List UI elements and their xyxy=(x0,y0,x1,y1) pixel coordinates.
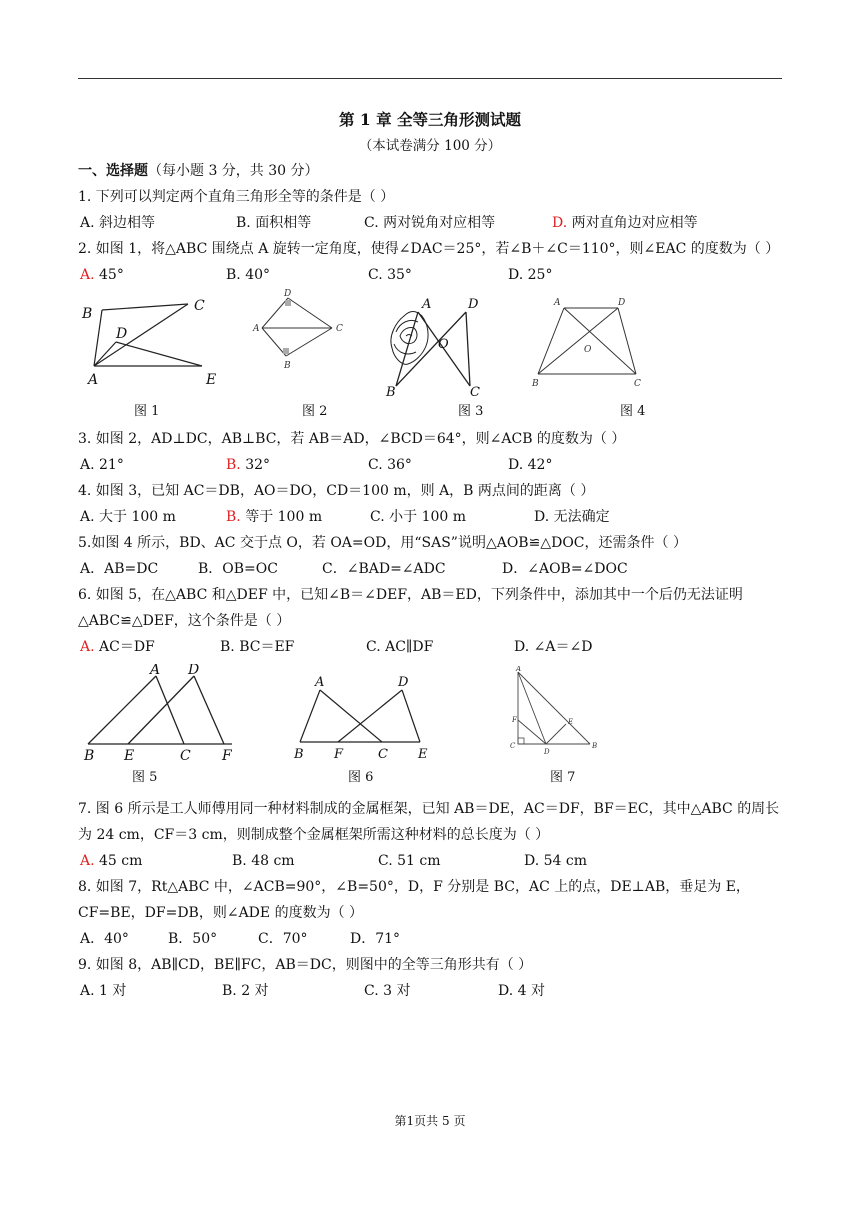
fig5-label-a: A xyxy=(150,664,161,678)
caption-fig4: 图 4 xyxy=(620,404,646,419)
section-note: （每小题 3 分，共 30 分） xyxy=(148,163,319,179)
fig2-label-b: B xyxy=(284,361,291,371)
fig7-label-e: E xyxy=(568,718,574,726)
option-a xyxy=(80,262,124,288)
figure-1 xyxy=(80,298,230,398)
answer-marker: B. xyxy=(226,509,241,525)
option-a: A. 21° xyxy=(80,457,124,473)
question-4: 4. 如图 3，已知 AC＝DB，AO＝DO，CD＝100 m，则 A，B 两点间的距离（ ） xyxy=(78,483,595,499)
option-b xyxy=(226,504,322,530)
option-c: C. 51 cm xyxy=(378,853,441,869)
option-c: C．70° xyxy=(258,931,308,947)
option-c: C. 35° xyxy=(368,267,412,283)
figure-7 xyxy=(506,666,606,762)
exam-content xyxy=(78,158,784,1004)
option-d-text: 两对直角边对应相等 xyxy=(567,215,698,231)
option-a-text: 45° xyxy=(94,267,124,283)
page-subtitle: （本试卷满分 100 分） xyxy=(358,138,502,154)
option-a: A. 大于 100 m xyxy=(80,509,176,525)
fig1-label-b: B xyxy=(82,306,93,322)
option-c: C. AC∥DF xyxy=(366,639,434,655)
fig7-label-c: C xyxy=(510,742,516,750)
fig2-right-angle-b xyxy=(283,348,289,354)
fig5-label-e: E xyxy=(124,748,135,764)
page-title: 第 1 章 全等三角形测试题 xyxy=(339,110,521,129)
option-b-text: 32° xyxy=(240,457,271,473)
fig1-label-a: A xyxy=(88,372,99,388)
fig7-label-f: F xyxy=(512,716,517,724)
figure-3 xyxy=(378,292,508,396)
caption-fig2: 图 2 xyxy=(302,404,328,419)
option-b: B. 40° xyxy=(226,267,271,283)
option-d: D. ∠A＝∠D xyxy=(514,639,593,655)
question-7-options xyxy=(78,848,784,874)
fig6-label-b: B xyxy=(294,747,304,762)
answer-marker: B. xyxy=(226,457,241,473)
question-6-options xyxy=(78,634,784,660)
fig1-label-e: E xyxy=(206,372,217,388)
option-c: C. 两对锐角对应相等 xyxy=(364,215,496,231)
option-a-text: AC＝DF xyxy=(94,639,155,655)
option-a: A. 斜边相等 xyxy=(80,215,156,231)
option-b-text: 等于 100 m xyxy=(240,509,323,525)
fig6-label-f: F xyxy=(334,747,344,762)
question-3: 3. 如图 2，AD⊥DC，AB⊥BC，若 AB＝AD，∠BCD＝64°，则∠ACB 的度数为（ ） xyxy=(78,431,626,447)
caption-fig1: 图 1 xyxy=(134,404,160,419)
answer-marker: D. xyxy=(552,215,568,231)
fig2-label-a: A xyxy=(253,324,260,334)
header-rule xyxy=(78,78,782,79)
fig5-label-f: F xyxy=(222,748,232,764)
question-2: 2. 如图 1，将△ABC 围绕点 A 旋转一定角度，使得∠DAC＝25°，若∠B＋∠C＝110°，则∠EAC 的度数为（ ） xyxy=(78,241,780,257)
caption-fig6: 图 6 xyxy=(348,770,374,785)
question-2-options xyxy=(78,262,784,288)
fig3-label-o: O xyxy=(438,337,449,352)
option-d: D. 无法确定 xyxy=(534,509,610,525)
fig3-label-d: D xyxy=(468,297,479,312)
option-a: A．AB=DC xyxy=(80,561,159,577)
fig4-label-d: D xyxy=(618,298,626,308)
fig6-label-c: C xyxy=(378,747,388,762)
option-c: C．∠BAD=∠ADC xyxy=(322,561,446,577)
question-8: 8. 如图 7，Rt△ABC 中，∠ACB=90°，∠B=50°，D，F 分别是 BC，AC 上的点，DE⊥AB，垂足为 E，CF=BE，DF=DB，则∠ADE 的度数为（ ） xyxy=(78,879,750,921)
option-a xyxy=(80,848,142,874)
caption-fig5: 图 5 xyxy=(132,770,158,785)
option-d: D. 4 对 xyxy=(498,983,545,999)
option-d: D. 54 cm xyxy=(524,853,588,869)
option-d: D. 42° xyxy=(508,457,553,473)
fig7-label-d: D xyxy=(544,748,550,756)
option-b xyxy=(226,452,270,478)
question-9-options xyxy=(78,978,784,1004)
answer-marker: A. xyxy=(80,267,95,283)
fig7-right-angle-c xyxy=(518,738,524,744)
option-d: D．71° xyxy=(350,931,401,947)
caption-fig7: 图 7 xyxy=(550,770,576,785)
option-d: D. 25° xyxy=(508,267,553,283)
answer-marker: A. xyxy=(80,639,95,655)
figures-row-1 xyxy=(78,288,784,426)
fig5-label-d: D xyxy=(188,664,200,678)
fig6-label-e: E xyxy=(418,747,428,762)
option-c: C. 3 对 xyxy=(364,983,411,999)
option-a: A．40° xyxy=(80,931,129,947)
question-5: 5.如图 4 所示，BD、AC 交于点 O，若 OA=OD，用“SAS”说明△AOB≌△DOC，还需条件（ ） xyxy=(78,535,687,551)
question-7: 7. 图 6 所示是工人师傅用同一种材料制成的金属框架，已知 AB＝DE，AC＝DF，BF＝EC，其中△ABC 的周长为 24 cm，CF＝3 cm，则制成整个金属框架所需这种材料的总长度为（ ） xyxy=(78,801,780,843)
fig1-label-d: D xyxy=(116,326,128,342)
fig5-label-b: B xyxy=(84,748,95,764)
option-b: B. BC＝EF xyxy=(220,639,295,655)
option-b: B．OB=OC xyxy=(198,561,278,577)
fig5-label-c: C xyxy=(180,748,191,764)
fig4-label-b: B xyxy=(532,379,539,389)
option-a xyxy=(80,634,155,660)
option-c: C. 小于 100 m xyxy=(370,509,467,525)
option-d: D．∠AOB=∠DOC xyxy=(502,561,628,577)
fig2-label-d: D xyxy=(284,289,292,299)
fig2-right-angle-d xyxy=(285,300,291,306)
question-6: 6. 如图 5，在△ABC 和△DEF 中，已知∠B＝∠DEF，AB＝ED，下列条件中，添加其中一个后仍无法证明△ABC≌△DEF，这个条件是（ ） xyxy=(78,587,743,629)
answer-marker: A. xyxy=(80,853,95,869)
question-1: 1. 下列可以判定两个直角三角形全等的条件是（ ） xyxy=(78,189,395,205)
question-9: 9. 如图 8，AB∥CD，BE∥FC，AB＝DC，则图中的全等三角形共有（ ） xyxy=(78,957,533,973)
figure-6 xyxy=(290,668,440,764)
question-3-options xyxy=(78,452,784,478)
fig3-label-c: C xyxy=(470,385,480,396)
figure-4 xyxy=(528,290,658,396)
question-8-options xyxy=(78,926,784,952)
question-5-options xyxy=(78,556,784,582)
caption-fig3: 图 3 xyxy=(458,404,484,419)
fig4-label-c: C xyxy=(634,379,641,389)
option-b: B. 48 cm xyxy=(232,853,295,869)
fig7-label-b: B xyxy=(592,742,598,750)
option-a: A. 1 对 xyxy=(80,983,127,999)
fig1-label-c: C xyxy=(194,298,205,314)
fig4-label-a: A xyxy=(554,298,561,308)
fig3-label-b: B xyxy=(386,385,396,396)
section-title: 一、选择题 xyxy=(78,163,148,179)
fig4-label-o: O xyxy=(584,345,592,355)
option-b: B．50° xyxy=(168,931,218,947)
option-b: B. 面积相等 xyxy=(236,215,312,231)
question-1-options xyxy=(78,210,784,236)
option-d xyxy=(552,210,698,236)
option-b: B. 2 对 xyxy=(222,983,269,999)
fig6-label-d: D xyxy=(398,675,409,690)
section-heading xyxy=(78,158,784,184)
figure-2 xyxy=(248,288,358,398)
fig7-label-a: A xyxy=(516,666,522,673)
figures-row-2 xyxy=(78,660,784,796)
fig6-label-a: A xyxy=(315,675,325,690)
option-c: C. 36° xyxy=(368,457,412,473)
page-footer: 第1页共 5 页 xyxy=(394,1114,466,1128)
figure-5 xyxy=(80,664,250,764)
question-4-options xyxy=(78,504,784,530)
fig2-label-c: C xyxy=(336,324,343,334)
fig3-label-a: A xyxy=(422,297,432,312)
option-a-text: 45 cm xyxy=(94,853,143,869)
